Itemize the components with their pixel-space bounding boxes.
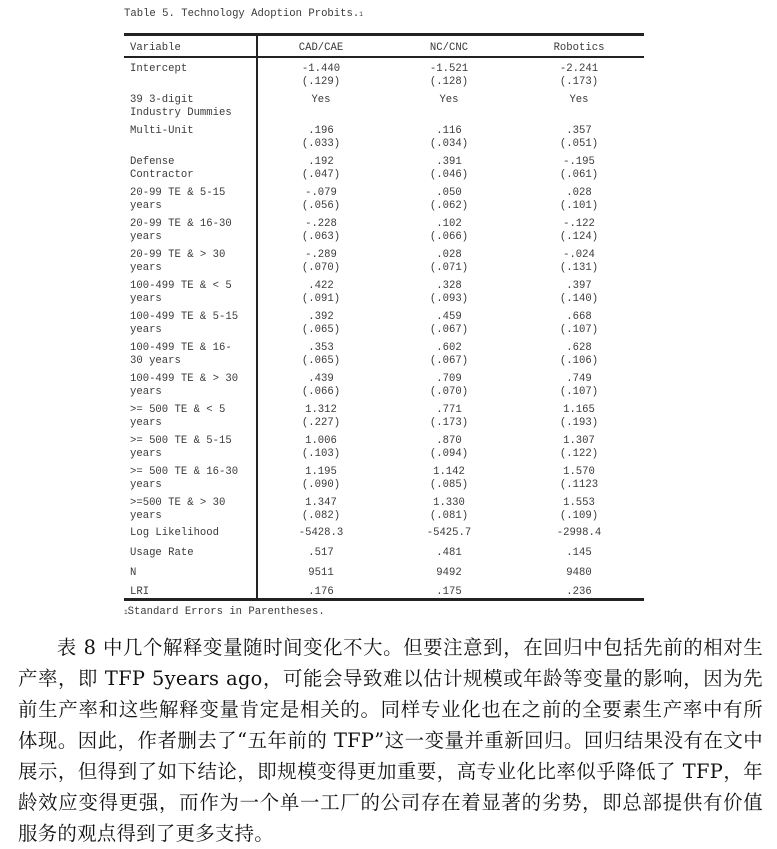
standard-error-cell: (.101) bbox=[559, 200, 599, 212]
row-label: 39 3-digit Industry Dummies bbox=[130, 94, 232, 119]
coefficient-cell: .439 bbox=[308, 373, 334, 385]
standard-error-cell: (.046) bbox=[429, 169, 469, 181]
coefficient-cell: .771 bbox=[436, 404, 462, 416]
stat-value-cell: .517 bbox=[308, 547, 334, 559]
standard-error-cell: (.109) bbox=[559, 510, 599, 522]
standard-error-cell: (.082) bbox=[301, 510, 341, 522]
stat-value-cell: 9492 bbox=[436, 567, 462, 579]
row-label: 20-99 TE & 16-30 years bbox=[130, 218, 232, 243]
standard-error-cell: (.034) bbox=[429, 138, 469, 150]
row-label: >= 500 TE & 5-15 years bbox=[130, 435, 232, 460]
standard-error-cell: (.065) bbox=[301, 324, 341, 336]
coefficient-cell: .602 bbox=[436, 342, 462, 354]
column-divider bbox=[256, 36, 258, 600]
coefficient-cell: .328 bbox=[436, 280, 462, 292]
coefficient-cell: -2.241 bbox=[559, 63, 599, 75]
standard-error-cell: (.128) bbox=[429, 76, 469, 88]
stat-label: LRI bbox=[130, 586, 150, 598]
standard-error-cell: (.107) bbox=[559, 386, 599, 398]
row-label: 100-499 TE & 16- 30 years bbox=[130, 342, 232, 367]
coefficient-cell: .870 bbox=[436, 435, 462, 447]
footnote-text: Standard Errors in Parentheses. bbox=[127, 606, 325, 618]
standard-error-cell: (.062) bbox=[429, 200, 469, 212]
standard-error-cell: (.056) bbox=[301, 200, 341, 212]
standard-error-cell: (.051) bbox=[559, 138, 599, 150]
standard-error-cell: (.066) bbox=[301, 386, 341, 398]
coefficient-cell: .459 bbox=[436, 311, 462, 323]
coefficient-cell: .391 bbox=[436, 156, 462, 168]
stat-label: N bbox=[130, 567, 137, 579]
coefficient-cell: -.195 bbox=[563, 156, 595, 168]
standard-error-cell: (.065) bbox=[301, 355, 341, 367]
row-label: >=500 TE & > 30 years bbox=[130, 497, 226, 522]
standard-error-cell: (.047) bbox=[301, 169, 341, 181]
standard-error-cell: (.033) bbox=[301, 138, 341, 150]
standard-error-cell: (.107) bbox=[559, 324, 599, 336]
stat-value-cell: -2998.4 bbox=[556, 527, 602, 539]
coefficient-cell: .028 bbox=[436, 249, 462, 261]
coefficient-cell: -1.440 bbox=[301, 63, 341, 75]
coefficient-cell: .668 bbox=[566, 311, 592, 323]
standard-error-cell: (.063) bbox=[301, 231, 341, 243]
standard-error-cell: (.193) bbox=[559, 417, 599, 429]
row-label: 20-99 TE & > 30 years bbox=[130, 249, 226, 274]
coefficient-cell: 1.330 bbox=[433, 497, 465, 509]
standard-error-cell: (.085) bbox=[429, 479, 469, 491]
coefficient-cell: .050 bbox=[436, 187, 462, 199]
coefficient-cell: .628 bbox=[566, 342, 592, 354]
table-top-rule bbox=[124, 33, 644, 36]
standard-error-cell: (.140) bbox=[559, 293, 599, 305]
table-title bbox=[124, 8, 363, 21]
standard-error-cell: (.094) bbox=[429, 448, 469, 460]
table-footnote bbox=[124, 606, 325, 619]
coefficient-cell: -.122 bbox=[563, 218, 595, 230]
standard-error-cell: (.081) bbox=[429, 510, 469, 522]
stat-label: Usage Rate bbox=[130, 547, 194, 559]
standard-error-cell: (.067) bbox=[429, 355, 469, 367]
standard-error-cell: (.129) bbox=[301, 76, 341, 88]
coefficient-cell: .709 bbox=[436, 373, 462, 385]
coefficient-cell: Yes bbox=[311, 94, 331, 106]
row-label: Defense Contractor bbox=[130, 156, 194, 181]
coefficient-cell: Yes bbox=[439, 94, 459, 106]
footnote-marker: 1 bbox=[124, 609, 128, 616]
stat-label: Log Likelihood bbox=[130, 527, 220, 539]
coefficient-cell: -1.521 bbox=[429, 63, 469, 75]
header-rule bbox=[124, 56, 644, 58]
standard-error-cell: (.106) bbox=[559, 355, 599, 367]
footnote-marker: 1 bbox=[359, 11, 363, 18]
coefficient-cell: .353 bbox=[308, 342, 334, 354]
standard-error-cell: (.122) bbox=[559, 448, 599, 460]
standard-error-cell: (.066) bbox=[429, 231, 469, 243]
standard-error-cell: (.061) bbox=[559, 169, 599, 181]
standard-error-cell: (.1123 bbox=[559, 479, 599, 491]
coefficient-cell: .116 bbox=[436, 125, 462, 137]
coefficient-cell: -.228 bbox=[305, 218, 337, 230]
row-label: >= 500 TE & 16-30 years bbox=[130, 466, 239, 491]
stat-value-cell: -5425.7 bbox=[426, 527, 472, 539]
stat-value-cell: .236 bbox=[566, 586, 592, 598]
standard-error-cell: (.103) bbox=[301, 448, 341, 460]
row-label: >= 500 TE & < 5 years bbox=[130, 404, 226, 429]
header-robotics: Robotics bbox=[553, 42, 605, 54]
standard-error-cell: (.067) bbox=[429, 324, 469, 336]
standard-error-cell: (.071) bbox=[429, 262, 469, 274]
stat-value-cell: -5428.3 bbox=[298, 527, 344, 539]
coefficient-cell: .102 bbox=[436, 218, 462, 230]
body-paragraph: 表 8 中几个解释变量随时间变化不大。但要注意到，在回归中包括先前的相对生产率，即 TFP 5years ago，可能会导致难以估计规模或年龄等变量的影响，因为先前生产率和这些解释变量肯定是相关的。同样专业化也在之前的全要素生产率中有所体现。因此，作者删去了“五年前的 TFP”这一变量并重新回归。回归结果没有在文中展示，但得到了如下结论，即规模变得更加重要，高专业化比率似乎降低了 TFP，年龄效应变得更强，而作为一个单一工厂的公司存在着显著的劣势，即总部提供有价值服务的观点得到了更多支持。 bbox=[18, 636, 763, 845]
stat-value-cell: .481 bbox=[436, 547, 462, 559]
row-label: Intercept bbox=[130, 63, 188, 75]
coefficient-cell: -.079 bbox=[305, 187, 337, 199]
header-variable: Variable bbox=[130, 42, 181, 54]
coefficient-cell: 1.553 bbox=[563, 497, 595, 509]
header-nc-cnc: NC/CNC bbox=[429, 42, 469, 54]
standard-error-cell: (.131) bbox=[559, 262, 599, 274]
coefficient-cell: .196 bbox=[308, 125, 334, 137]
standard-error-cell: (.070) bbox=[301, 262, 341, 274]
coefficient-cell: .422 bbox=[308, 280, 334, 292]
stat-value-cell: 9511 bbox=[308, 567, 334, 579]
coefficient-cell: 1.570 bbox=[563, 466, 595, 478]
row-label: Multi-Unit bbox=[130, 125, 194, 137]
coefficient-cell: .749 bbox=[566, 373, 592, 385]
row-label: 100-499 TE & > 30 years bbox=[130, 373, 239, 398]
table-title-text: Table 5. Technology Adoption Probits. bbox=[124, 8, 360, 20]
coefficient-cell: -.024 bbox=[563, 249, 595, 261]
row-label: 20-99 TE & 5-15 years bbox=[130, 187, 226, 212]
coefficient-cell: -.289 bbox=[305, 249, 337, 261]
stat-value-cell: .175 bbox=[436, 586, 462, 598]
coefficient-cell: 1.347 bbox=[305, 497, 337, 509]
coefficient-cell: .192 bbox=[308, 156, 334, 168]
stat-value-cell: 9480 bbox=[566, 567, 592, 579]
standard-error-cell: (.124) bbox=[559, 231, 599, 243]
coefficient-cell: .028 bbox=[566, 187, 592, 199]
table-bottom-rule bbox=[124, 598, 644, 601]
row-label: 100-499 TE & < 5 years bbox=[130, 280, 232, 305]
coefficient-cell: .357 bbox=[566, 125, 592, 137]
standard-error-cell: (.173) bbox=[559, 76, 599, 88]
standard-error-cell: (.227) bbox=[301, 417, 341, 429]
coefficient-cell: .397 bbox=[566, 280, 592, 292]
coefficient-cell: 1.312 bbox=[305, 404, 337, 416]
row-label: 100-499 TE & 5-15 years bbox=[130, 311, 239, 336]
standard-error-cell: (.070) bbox=[429, 386, 469, 398]
header-cad-cae: CAD/CAE bbox=[298, 42, 344, 54]
coefficient-cell: 1.006 bbox=[305, 435, 337, 447]
coefficient-cell: 1.142 bbox=[433, 466, 465, 478]
coefficient-cell: 1.307 bbox=[563, 435, 595, 447]
stat-value-cell: .176 bbox=[308, 586, 334, 598]
coefficient-cell: 1.195 bbox=[305, 466, 337, 478]
standard-error-cell: (.090) bbox=[301, 479, 341, 491]
standard-error-cell: (.173) bbox=[429, 417, 469, 429]
standard-error-cell: (.093) bbox=[429, 293, 469, 305]
stat-value-cell: .145 bbox=[566, 547, 592, 559]
coefficient-cell: .392 bbox=[308, 311, 334, 323]
coefficient-cell: 1.165 bbox=[563, 404, 595, 416]
standard-error-cell: (.091) bbox=[301, 293, 341, 305]
coefficient-cell: Yes bbox=[569, 94, 589, 106]
